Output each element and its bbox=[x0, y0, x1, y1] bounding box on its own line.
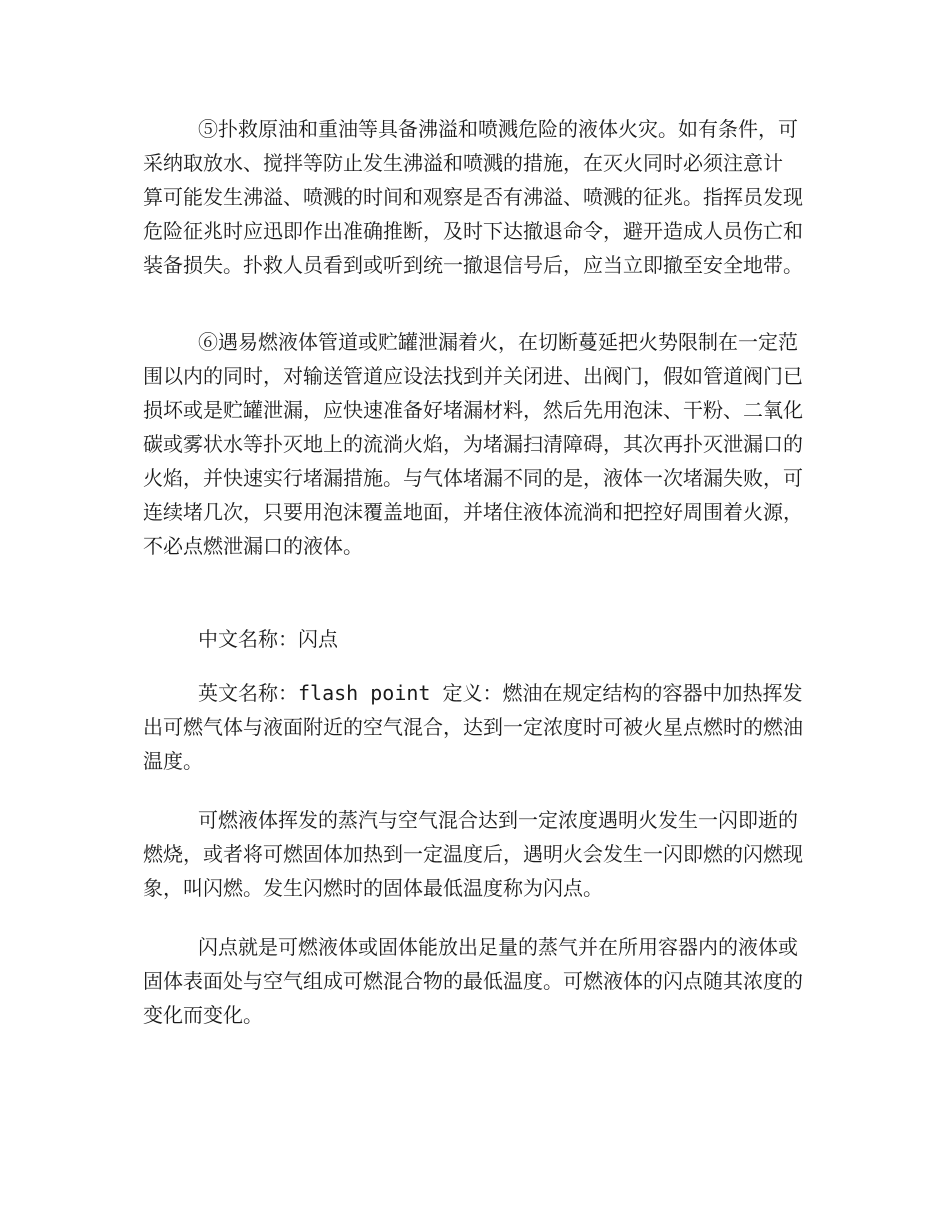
paragraph-english-name-definition: 英文名称：flash point 定义：燃油在规定结构的容器中加热挥发出可燃气体与液面附近的空气混合，达到一定浓度时可被火星点燃时的燃油温度。 bbox=[143, 681, 803, 773]
paragraph-pipeline-leak-fire: ⑥遇易燃液体管道或贮罐泄漏着火，在切断蔓延把火势限制在一定范围以内的同时，对输送管道应设法找到并关闭进、出阀门，假如管道阀门已 损坏或是贮罐泄漏，应快速准备好堵漏材料，然后先用泡沫、干粉、二氧化碳或雾状水等扑灭地上的流淌火焰，为堵漏扫清障碍，其次再扑灭泄漏口的火焰，并快速实行堵漏措施。与气体堵漏不同的是，液体一次堵漏失败，可连续堵几次，只要用泡沫覆盖地面，并堵住液体流淌和把控好周围着火源，不必点燃泄漏口的液体。 bbox=[143, 330, 803, 558]
paragraph-flash-fire: 可燃液体挥发的蒸汽与空气混合达到一定浓度遇明火发生一闪即逝的燃烧，或者将可燃固体加热到一定温度后，遇明火会发生一闪即燃的闪燃现象，叫闪燃。发生闪燃时的固体最低温度称为闪点。 bbox=[143, 808, 803, 900]
paragraph-boilover-fire: ⑤扑救原油和重油等具备沸溢和喷溅危险的液体火灾。如有条件，可采纳取放水、搅拌等防止发生沸溢和喷溅的措施，在灭火同时必须注意计 算可能发生沸溢、喷溅的时间和观察是否有沸溢、喷溅的征兆。指挥员发现危险征兆时应迅即作出准确推断，及时下达撤退命令，避开造成人员伤亡和装备损失。扑救人员看到或听到统一撤退信号后，应当立即撤至安全地带。 bbox=[143, 117, 803, 277]
paragraph-chinese-name: 中文名称：闪点 bbox=[198, 627, 338, 651]
paragraph-flash-point: 闪点就是可燃液体或固体能放出足量的蒸气并在所用容器内的液体或固体表面处与空气组成可燃混合物的最低温度。可燃液体的闪点随其浓度的变化而变化。 bbox=[143, 935, 803, 1027]
